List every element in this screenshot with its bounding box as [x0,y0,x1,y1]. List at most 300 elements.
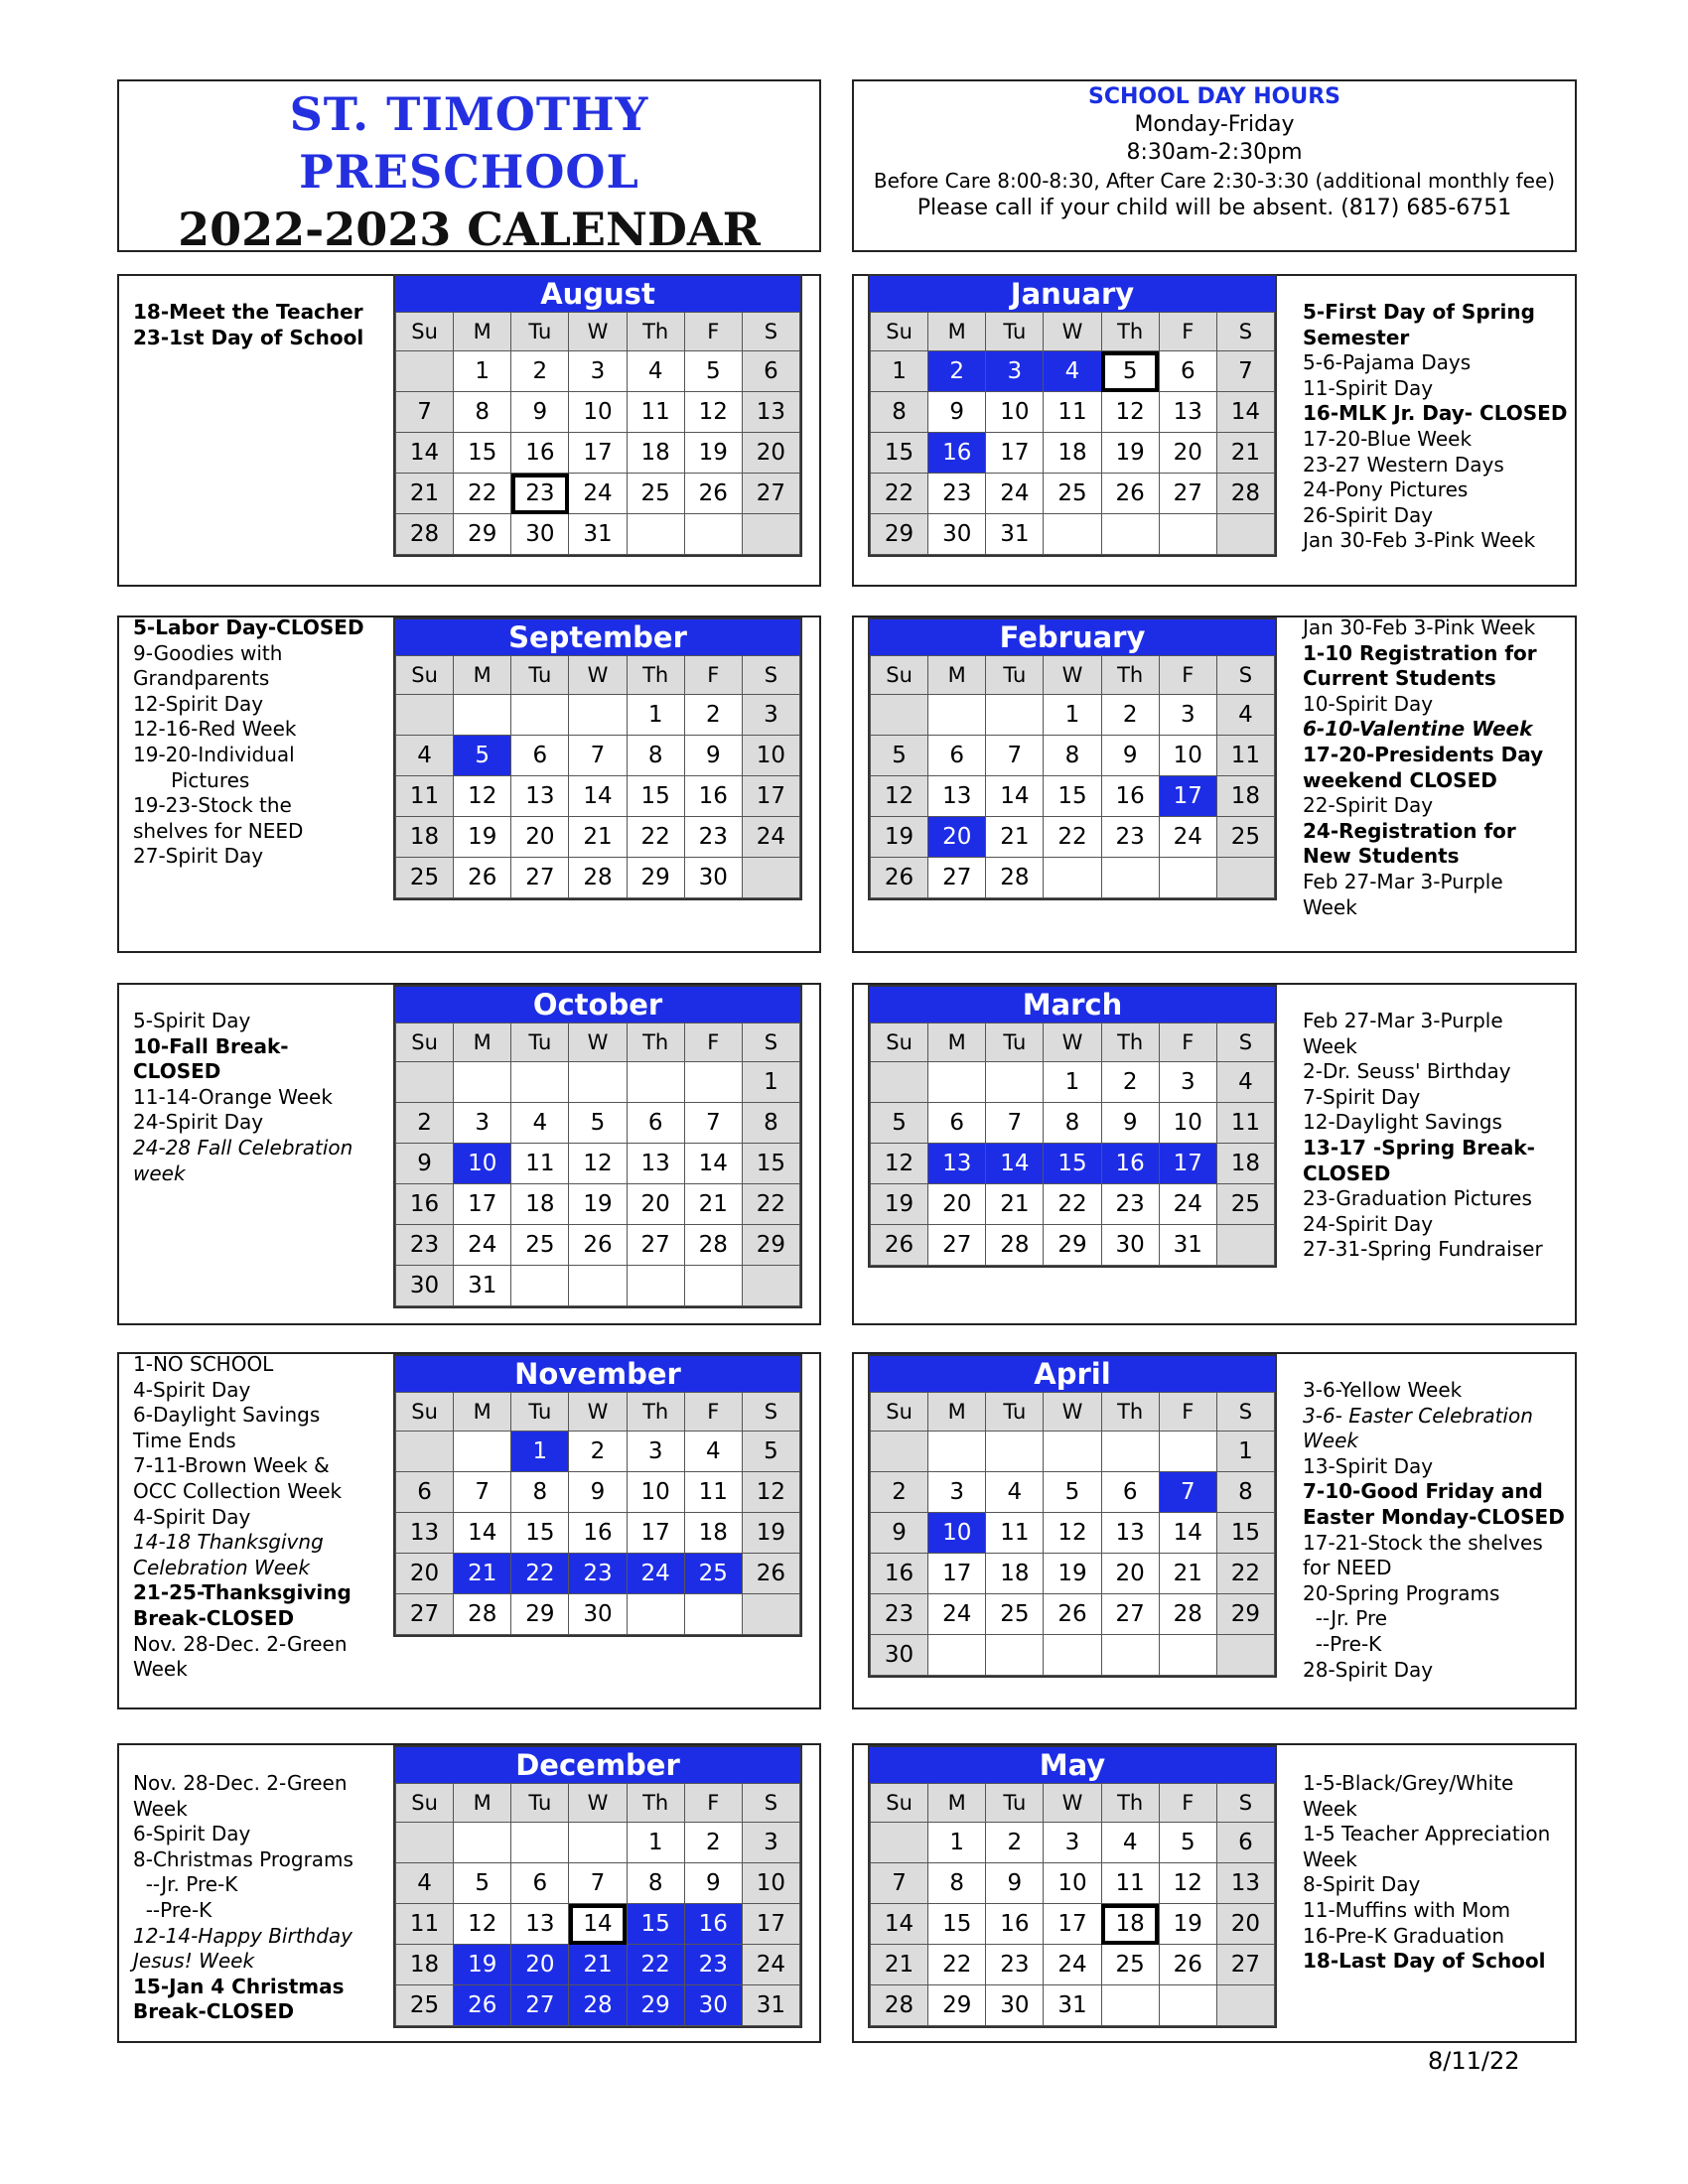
calendar-day: 26 [1101,474,1159,514]
calendar-day: 26 [684,474,742,514]
calendar-day: 19 [1159,1904,1216,1945]
note-line: 14-18 Thanksgivng [133,1530,324,1555]
weekday-header: F [1159,1024,1216,1062]
calendar-day: 6 [1101,1472,1159,1513]
month-heading: December [395,1747,800,1783]
calendar-day: 22 [627,1945,684,1985]
weekday-header: W [569,656,627,695]
calendar-day: 7 [1216,351,1274,392]
weekday-header: F [1159,656,1216,695]
calendar-day: 21 [986,1184,1044,1225]
calendar-day: 31 [1044,1985,1101,2026]
note-line: 5-Spirit Day [133,1009,251,1032]
calendar-day: 8 [454,392,511,433]
title-box [117,79,821,256]
note-line: 1-5 Teacher Appreciation [1303,1822,1551,1846]
note-line: Week [1303,1796,1357,1821]
calendar-day: 31 [986,514,1044,555]
calendar-day: 29 [928,1985,986,2026]
weekday-header: Th [1101,656,1159,695]
month-heading: November [395,1356,800,1392]
calendar-day: 5 [1159,1823,1216,1863]
calendar-day: 29 [511,1594,569,1635]
calendar-day: 26 [454,1985,511,2026]
weekday-header: F [684,1024,742,1062]
weekday-header: Su [396,1024,454,1062]
calendar-day: 26 [1159,1945,1216,1985]
calendar-day: 30 [871,1635,928,1676]
calendar-day: 21 [396,474,454,514]
weekday-header: Tu [511,1024,569,1062]
calendar-day: 25 [1216,1184,1274,1225]
calendar-day: 16 [1101,1144,1159,1184]
calendar-day: 3 [928,1472,986,1513]
calendar-day: 8 [511,1472,569,1513]
calendar-day: 11 [396,1904,454,1945]
weekday-header: M [928,1393,986,1432]
calendar-day: 29 [871,514,928,555]
note-line: 11-Muffins with Mom [1303,1897,1511,1922]
hours-care: Before Care 8:00-8:30, After Care 2:30-3:30 (additional monthly fee) [873,169,1556,193]
calendar-day: 28 [1159,1594,1216,1635]
calendar-day: 13 [511,1904,569,1945]
calendar-day: 11 [986,1513,1044,1554]
note-line: 24-Spirit Day [133,1110,264,1135]
calendar-day: 16 [684,1904,742,1945]
calendar-day: 27 [742,474,799,514]
weekday-header: F [1159,1393,1216,1432]
note-line: for NEED [1303,1556,1392,1580]
calendar-day: 5 [454,736,511,776]
calendar-day: 31 [569,514,627,555]
calendar-day: 4 [986,1472,1044,1513]
note-line: Pictures [133,767,250,792]
calendar-day: 21 [454,1554,511,1594]
calendar-day: 24 [569,474,627,514]
calendar-day: 2 [684,1823,742,1863]
calendar-day: 27 [1101,1594,1159,1635]
note-line: 8-Christmas Programs [133,1846,353,1871]
calendar-day: 2 [396,1103,454,1144]
calendar-day: 11 [1044,392,1101,433]
note-line: 6-10-Valentine Week [1303,717,1533,742]
calendar-day: 27 [1216,1945,1274,1985]
calendar-day: 6 [1216,1823,1274,1863]
calendar-day: 21 [986,817,1044,858]
hours-time: 8:30am-2:30pm [1126,140,1303,165]
calendar-day: 25 [396,858,454,898]
calendar-day: 9 [684,736,742,776]
calendar-day: 21 [871,1945,928,1985]
empty-day [871,1432,928,1472]
calendar-day: 8 [627,736,684,776]
calendar-day: 27 [928,1225,986,1266]
weekday-header: W [1044,1024,1101,1062]
calendar-day: 5 [742,1432,799,1472]
weekday-header: S [1216,1393,1274,1432]
calendar-day: 23 [986,1945,1044,1985]
empty-day [396,1062,454,1103]
empty-day [396,695,454,736]
calendar-day: 20 [511,1945,569,1985]
calendar-day: 17 [928,1554,986,1594]
note-line: 19-23-Stock the [133,793,292,818]
note-line: Time Ends [133,1428,236,1452]
note-line: 5-First Day of Spring [1303,300,1535,324]
calendar-day: 23 [511,474,569,514]
weekday-header: W [569,1393,627,1432]
calendar-day: 21 [569,817,627,858]
empty-day [1044,514,1101,555]
calendar-day: 20 [1101,1554,1159,1594]
calendar-day: 3 [1159,1062,1216,1103]
empty-day [569,1823,627,1863]
calendar-day: 1 [1044,695,1101,736]
note-line: 7-11-Brown Week & [133,1453,330,1478]
empty-day [454,1823,511,1863]
calendar-day: 16 [928,433,986,474]
calendar-day: 28 [871,1985,928,2026]
empty-day [627,514,684,555]
calendar-day: 18 [396,1945,454,1985]
may-notes [1303,1771,1571,1975]
calendar-day: 18 [1044,433,1101,474]
note-line: 1-NO SCHOOL [133,1352,274,1376]
note-line: Break-CLOSED [133,1605,295,1630]
weekday-header: Su [871,1393,928,1432]
calendar-day: 28 [454,1594,511,1635]
calendar-day: 6 [627,1103,684,1144]
calendar-day: 26 [569,1225,627,1266]
calendar-day: 7 [1159,1472,1216,1513]
empty-day [1216,858,1274,898]
calendar-day: 11 [627,392,684,433]
empty-day [871,1062,928,1103]
calendar-day: 19 [742,1513,799,1554]
weekday-header: Su [396,1393,454,1432]
note-line: 12-Daylight Savings [1303,1110,1502,1135]
note-line: 15-Jan 4 Christmas [133,1974,345,1998]
calendar-day: 23 [569,1554,627,1594]
january-notes [1303,300,1571,554]
calendar-day: 7 [986,736,1044,776]
calendar-day: 3 [986,351,1044,392]
december-notes [133,1771,381,2025]
weekday-header: Th [627,1784,684,1823]
note-line: 24-Spirit Day [1303,1211,1434,1236]
note-line: 6-Spirit Day [133,1822,251,1846]
calendar-day: 12 [454,776,511,817]
calendar-day: 26 [871,1225,928,1266]
calendar-day: 31 [454,1266,511,1306]
calendar-day: 25 [511,1225,569,1266]
weekday-header: Tu [511,1393,569,1432]
calendar-day: 19 [1044,1554,1101,1594]
calendar-day: 4 [1044,351,1101,392]
empty-day [1216,514,1274,555]
weekday-header: F [684,656,742,695]
weekday-header: F [684,313,742,351]
calendar-day: 5 [1044,1472,1101,1513]
note-line: Week [1303,1033,1357,1058]
note-line: 24-28 Fall Celebration [133,1135,353,1160]
weekday-header: M [454,1784,511,1823]
calendar-day: 7 [569,736,627,776]
note-line: 12-16-Red Week [133,717,297,742]
weekday-header: Su [871,1024,928,1062]
note-line: CLOSED [1303,1160,1391,1185]
calendar-day: 19 [569,1184,627,1225]
calendar-day: 21 [569,1945,627,1985]
calendar-day: 14 [684,1144,742,1184]
note-line: 23-27 Western Days [1303,452,1504,477]
school-hours-box [852,79,1577,252]
calendar-day: 6 [742,351,799,392]
calendar-day: 19 [684,433,742,474]
calendar-day: 31 [742,1985,799,2026]
empty-day [684,1266,742,1306]
calendar-day: 18 [1216,1144,1274,1184]
calendar-day: 20 [928,1184,986,1225]
weekday-header: W [1044,313,1101,351]
calendar-day: 14 [1159,1513,1216,1554]
note-line: Grandparents [133,666,270,691]
calendar-day: 24 [742,1945,799,1985]
note-line: Feb 27-Mar 3-Purple [1303,869,1503,893]
calendar-day: 22 [627,817,684,858]
calendar-day: 20 [627,1184,684,1225]
month-heading: January [870,276,1275,312]
weekday-header: S [1216,656,1274,695]
calendar-day: 23 [684,1945,742,1985]
hours-days: Monday-Friday [1134,112,1295,137]
weekday-header: S [742,1024,799,1062]
calendar-day: 24 [1159,817,1216,858]
calendar-day: 25 [396,1985,454,2026]
note-line: 7-Spirit Day [1303,1084,1421,1109]
weekday-header: Su [396,313,454,351]
calendar-day: 15 [1044,1144,1101,1184]
note-line: 24-Registration for [1303,818,1516,843]
note-line: Nov. 28-Dec. 2-Green [133,1771,348,1795]
note-line: Jan 30-Feb 3-Pink Week [1303,615,1536,639]
calendar-day: 28 [684,1225,742,1266]
calendar-day: 19 [871,1184,928,1225]
calendar-day: 21 [1159,1554,1216,1594]
calendar-day: 6 [928,736,986,776]
calendar-day: 23 [1101,817,1159,858]
calendar-day: 10 [627,1472,684,1513]
empty-day [684,1062,742,1103]
note-line: OCC Collection Week [133,1478,343,1503]
note-line: 17-20-Presidents Day [1303,742,1544,766]
calendar-day: 6 [928,1103,986,1144]
calendar-day: 25 [986,1594,1044,1635]
note-line: 12-14-Happy Birthday [133,1923,353,1948]
note-line: 27-Spirit Day [133,844,264,869]
august-notes [133,300,381,350]
calendar-day: 10 [1044,1863,1101,1904]
note-line: Week [1303,1846,1357,1871]
calendar-day: 19 [871,817,928,858]
calendar-day: 15 [928,1904,986,1945]
calendar-day: 6 [511,736,569,776]
calendar-day: 15 [627,1904,684,1945]
empty-day [928,695,986,736]
calendar-day: 20 [511,817,569,858]
calendar-day: 17 [1159,776,1216,817]
september-calendar [393,617,802,900]
note-line: 11-14-Orange Week [133,1084,333,1109]
empty-day [511,695,569,736]
note-line: 28-Spirit Day [1303,1657,1434,1682]
calendar-day: 15 [742,1144,799,1184]
calendar-day: 22 [928,1945,986,1985]
calendar-day: 25 [1216,817,1274,858]
note-line: Week [133,1657,188,1682]
calendar-day: 2 [684,695,742,736]
calendar-day: 23 [871,1594,928,1635]
weekday-header: Su [871,313,928,351]
note-line: 16-Pre-K Graduation [1303,1923,1505,1948]
calendar-day: 30 [569,1594,627,1635]
weekday-header: M [454,656,511,695]
empty-day [928,1062,986,1103]
empty-day [928,1635,986,1676]
note-line: 20-Spring Programs [1303,1580,1500,1605]
calendar-day: 12 [1101,392,1159,433]
calendar-day: 27 [511,858,569,898]
calendar-day: 6 [511,1863,569,1904]
calendar-day: 3 [742,695,799,736]
calendar-year-title: 2022-2023 CALENDAR [178,203,761,256]
calendar-day: 10 [1159,1103,1216,1144]
calendar-day: 18 [511,1184,569,1225]
calendar-day: 8 [1216,1472,1274,1513]
calendar-day: 14 [986,1144,1044,1184]
calendar-day: 29 [1216,1594,1274,1635]
month-heading: September [395,619,800,655]
weekday-header: Tu [511,1784,569,1823]
calendar-day: 12 [684,392,742,433]
month-heading: October [395,987,800,1023]
empty-day [1101,1432,1159,1472]
calendar-day: 7 [454,1472,511,1513]
calendar-day: 13 [1216,1863,1274,1904]
calendar-day: 31 [1159,1225,1216,1266]
month-heading: May [870,1747,1275,1783]
empty-day [454,1432,511,1472]
calendar-day: 30 [928,514,986,555]
empty-day [1159,514,1216,555]
calendar-day: 7 [986,1103,1044,1144]
note-line: Easter Monday-CLOSED [1303,1504,1565,1529]
empty-day [1101,1985,1159,2026]
october-calendar [393,985,802,1308]
weekday-header: Tu [986,656,1044,695]
weekday-header: W [1044,1784,1101,1823]
calendar-day: 16 [684,776,742,817]
calendar-day: 15 [454,433,511,474]
empty-day [511,1266,569,1306]
note-line: 13-Spirit Day [1303,1453,1434,1478]
calendar-day: 4 [627,351,684,392]
note-line: Nov. 28-Dec. 2-Green [133,1631,348,1656]
note-line: 21-25-Thanksgiving [133,1580,352,1605]
calendar-day: 17 [986,433,1044,474]
calendar-day: 10 [742,736,799,776]
note-line: 1-5-Black/Grey/White [1303,1771,1514,1795]
empty-day [1101,1635,1159,1676]
calendar-day: 13 [928,1144,986,1184]
note-line: 17-20-Blue Week [1303,426,1473,451]
note-line: New Students [1303,844,1460,869]
calendar-day: 20 [1159,433,1216,474]
empty-day [627,1266,684,1306]
empty-day [569,1062,627,1103]
march-calendar [868,985,1277,1268]
weekday-header: Tu [986,1784,1044,1823]
weekday-header: M [928,656,986,695]
calendar-day: 28 [986,858,1044,898]
month-heading: August [395,276,800,312]
weekday-header: Tu [986,1393,1044,1432]
calendar-day: 3 [569,351,627,392]
empty-day [454,1062,511,1103]
calendar-day: 21 [684,1184,742,1225]
calendar-day: 13 [396,1513,454,1554]
weekday-header: S [742,1784,799,1823]
calendar-day: 6 [1159,351,1216,392]
note-line: Week [133,1796,188,1821]
note-line: 23-Graduation Pictures [1303,1186,1532,1211]
calendar-day: 8 [627,1863,684,1904]
calendar-day: 13 [742,392,799,433]
calendar-day: 2 [871,1472,928,1513]
calendar-day: 8 [871,392,928,433]
empty-day [742,1594,799,1635]
note-line: 8-Spirit Day [1303,1872,1421,1897]
calendar-day: 15 [511,1513,569,1554]
weekday-header: M [928,313,986,351]
calendar-day: 27 [627,1225,684,1266]
calendar-day: 1 [928,1823,986,1863]
empty-day [742,858,799,898]
calendar-day: 13 [1101,1513,1159,1554]
weekday-header: W [569,1784,627,1823]
note-line: 9-Goodies with [133,640,283,665]
calendar-day: 10 [742,1863,799,1904]
note-line: 13-17 -Spring Break- [1303,1135,1535,1160]
weekday-header: Tu [511,656,569,695]
school-type: PRESCHOOL [299,145,639,199]
weekday-header: M [454,1393,511,1432]
calendar-day: 12 [1159,1863,1216,1904]
calendar-day: 13 [627,1144,684,1184]
calendar-day: 13 [1159,392,1216,433]
note-line: 12-Spirit Day [133,691,264,716]
calendar-day: 9 [511,392,569,433]
calendar-day: 16 [396,1184,454,1225]
calendar-day: 18 [627,433,684,474]
calendar-day: 28 [569,858,627,898]
empty-day [1044,1432,1101,1472]
calendar-day: 5 [454,1863,511,1904]
calendar-day: 14 [396,433,454,474]
calendar-day: 4 [1216,1062,1274,1103]
empty-day [986,1432,1044,1472]
note-line: 18-Meet the Teacher [133,300,363,324]
